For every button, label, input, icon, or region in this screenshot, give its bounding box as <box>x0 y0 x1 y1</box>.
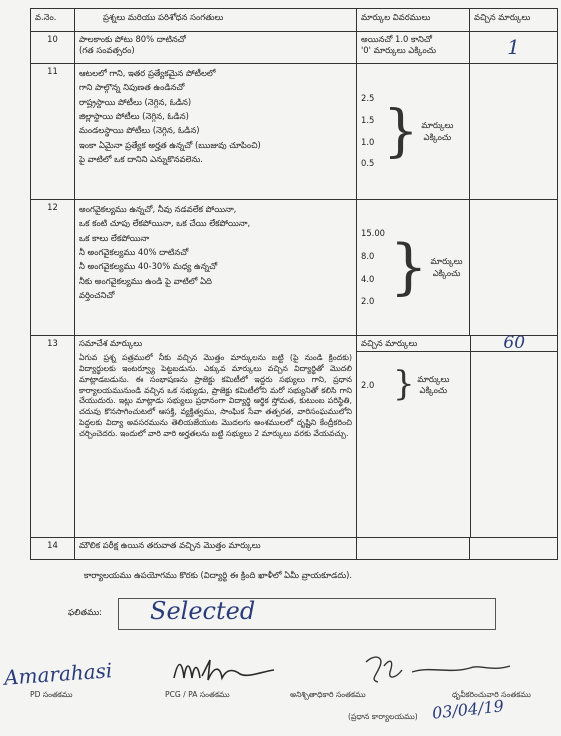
marks-values <box>361 222 385 313</box>
pcg-signature-icon <box>170 656 280 686</box>
marks-values <box>361 88 374 175</box>
table-row-12 <box>31 200 558 336</box>
row-marks-details <box>357 537 470 559</box>
row-marks-obtained <box>470 352 558 537</box>
question-line: అంగవైకల్యము ఉన్నచో, నీవు నడవలేక పోయినా, <box>79 204 237 214</box>
marks-instruction-line: ఎక్కించు <box>423 131 452 142</box>
question-line: ఇంకా ఏమైనా ప్రత్యేక అర్హత ఉన్నచో (ఋజువు చూపించి) <box>79 139 261 150</box>
instruction-paragraph: ఏగువ ప్రశ్న పత్రములో నీకు వచ్చిన మొత్తం మార్కులను బట్టి (పై నుండి క్రిందకు) విద్యార్థులకు ఇంటర్వ్యూ పెట్టబడును. ఎక్కువ మార్కులు వచ్చిన విద్యార్థితో మొదలి మాట్లాడబడును. ఈ సంభాషణను ప్రాజెక్టు కమిటీలో ఇద్దరు సభ్యులు గాని, ప్రధాన కార్యాలయమునుండి వచ్చిన ఒక సభ్యుడు, ప్రాజెక్టు కమిటీలోని మరో సభ్యునితో కలిసి గాని చేయుదురు. ఇట్లు మాట్లాడు సభ్యులు ప్రధానంగా విద్యార్థి ఆర్థిక స్తోమత, కుటుంబ పరిస్థితి, చదువు కొనసాగించుటలో ఆసక్తి, వ్యక్తిత్వము, సాంఘిక సేవా తత్పరత, వారిసంఘములోని పెద్దలకు విద్యా అవసరమును తెలియజేయుట మొదలగు అంశములలో దృష్టిని కేంద్రీకరించి చర్చించెదరు. ఇందులో వారి వారి అర్హతలను బట్టి సభ్యులు 2 మార్కులు వరకు వేయవచ్చు. <box>79 353 352 438</box>
verifier-signature-caption: ధృవీకరించువారి సంతకము <box>452 690 531 699</box>
row-marks-obtained <box>470 64 558 200</box>
co-signature-icon <box>360 652 520 688</box>
marks-value: 2.0 <box>361 379 375 390</box>
header-sno: వ.నెం. <box>31 9 75 32</box>
question-line: పై వాటిలో ఒక దానిని ఎన్నుకొనవలెను. <box>79 154 203 165</box>
question-line: వర్తించనిచో <box>79 290 115 301</box>
question-line: (గత సంవత్సరం) <box>79 45 135 56</box>
header-marks-obtained: వచ్చిన మార్కులు <box>470 9 558 32</box>
question-line: మౌలిక పరీక్ష ఉయిన తరువాత వచ్చిన మొత్తం మార్కులు <box>79 539 261 550</box>
marks-obtained-label: వచ్చిన మార్కులు <box>357 336 470 352</box>
row-question <box>75 64 357 200</box>
marks-value: 1.0 <box>361 136 375 147</box>
marks-instruction-line: ఎక్కించు <box>432 267 461 278</box>
question-line: ఒక కాలు లేకపోయినా <box>79 232 150 243</box>
row13-inner <box>357 333 558 537</box>
marks-value: 4.0 <box>361 273 375 284</box>
row-number: 10 <box>31 32 75 64</box>
marks-value: 8.0 <box>361 250 375 261</box>
question-line: జిల్లాస్థాయి పోటీలు (నెగ్గిన, ఓడిన) <box>79 111 189 122</box>
section-title: సమాచేశ మార్కులు <box>79 338 143 348</box>
co-signature-caption: అనిశ్చితాధికారి సంతకము <box>290 690 366 699</box>
question-line: ఒక కంటి చూపు లేకపోయినా, ఒక చేయి లేకపోయినా, <box>79 218 251 229</box>
row-marks-details <box>357 64 470 200</box>
marks-instruction-line: మార్కులు <box>417 373 450 384</box>
question-line: గాని పాల్గొన్న నిపుణత ఉండినచో <box>79 82 185 93</box>
table-row-14 <box>31 537 558 559</box>
office-use-note: కార్యాలయము ఉపయోగము కొరకు (విద్యార్థి ఈ క్రింది ఖాళీలో ఏమీ వ్రాయకూడదు). <box>84 570 353 580</box>
table-row-10 <box>31 32 558 64</box>
marks-instruction-line: ఎక్కించు <box>419 385 448 396</box>
marks-instruction <box>421 120 453 143</box>
marks-value: 0.5 <box>361 158 375 169</box>
table-row-11 <box>31 64 558 200</box>
question-line: ఆటలలో గాని, ఇతర ప్రత్యేకమైన పోటీలలో <box>79 68 216 78</box>
marks-instruction-line: మార్కులు <box>430 256 463 267</box>
row-marks-details <box>357 200 470 336</box>
header-questions: ప్రశ్నలు మరియు పరిశోధన సంగతులు <box>75 9 357 32</box>
header-marks-details: మార్కుల వివరములు <box>357 9 470 32</box>
question-line: నీ అంగవైకల్యము 40% దాటినచో <box>79 247 189 258</box>
marks-instruction <box>431 256 463 279</box>
marks-table <box>30 8 558 560</box>
row13-inner-header <box>357 336 558 352</box>
obtained-marks-handwritten: 1 <box>507 35 520 59</box>
row-number: 11 <box>31 64 75 200</box>
pd-signature-caption: PD సంతకము <box>30 690 73 699</box>
result-label: ఫలితము: <box>68 608 103 618</box>
marks-value: 2.5 <box>361 92 375 103</box>
question-line: రాష్ట్రస్థాయి పోటీలు (నెగ్గిన, ఓడిన) <box>79 96 192 107</box>
row-marks-details <box>357 32 470 64</box>
marks-instruction <box>417 374 449 397</box>
marks-line: అయినచో 1.0 కానిచో <box>361 34 432 44</box>
total-marks-handwritten: 60 <box>503 333 526 353</box>
marks-value: 15.00 <box>361 228 385 239</box>
result-value-handwritten: Selected <box>150 597 256 625</box>
row-question <box>75 537 357 559</box>
row-question <box>75 32 357 64</box>
pcg-signature-caption: PCG / PA సంతకము <box>165 690 230 699</box>
verifier-office-caption: (ప్రధాన కార్యాలయము) <box>348 712 418 721</box>
row-marks-obtained <box>470 537 558 559</box>
row-number: 14 <box>31 537 75 559</box>
row-marks-details <box>357 352 470 537</box>
total-obtained-cell <box>470 333 558 353</box>
brace-icon: } <box>389 232 428 302</box>
question-line: మండలస్థాయి పోటీలు (నెగ్గిన, ఓడిన) <box>79 125 200 136</box>
marks-value: 1.5 <box>361 114 375 125</box>
verifier-date-handwritten: 03/04/19 <box>431 696 505 723</box>
marks-line: '0' మార్కులు ఎక్కించు <box>361 45 436 56</box>
table-row-13 <box>31 336 558 538</box>
marks-value: 2.0 <box>361 296 375 307</box>
question-line: నీకు అంగవైకల్యము ఉండి పై వాటిలో ఏది <box>79 275 212 286</box>
question-line: నీ అంగవైకల్యము 40-30% మధ్య ఉన్నచో <box>79 261 218 272</box>
pd-signature: Amarahasi <box>3 658 113 690</box>
row-marks-area <box>357 333 558 538</box>
marks-instruction-line: మార్కులు <box>421 120 454 131</box>
row13-inner-body <box>357 352 558 537</box>
brace-icon: } <box>383 98 419 164</box>
row-number: 12 <box>31 200 75 336</box>
row-marks-obtained <box>470 32 558 64</box>
row-number: 13 <box>31 336 75 538</box>
row-question <box>75 336 357 538</box>
question-line: పాలకాంకు పోటు 80% దాటినచో <box>79 34 186 44</box>
table-header-row <box>31 9 558 32</box>
row-marks-obtained <box>470 200 558 336</box>
row-question <box>75 200 357 336</box>
brace-icon: } <box>393 364 415 405</box>
